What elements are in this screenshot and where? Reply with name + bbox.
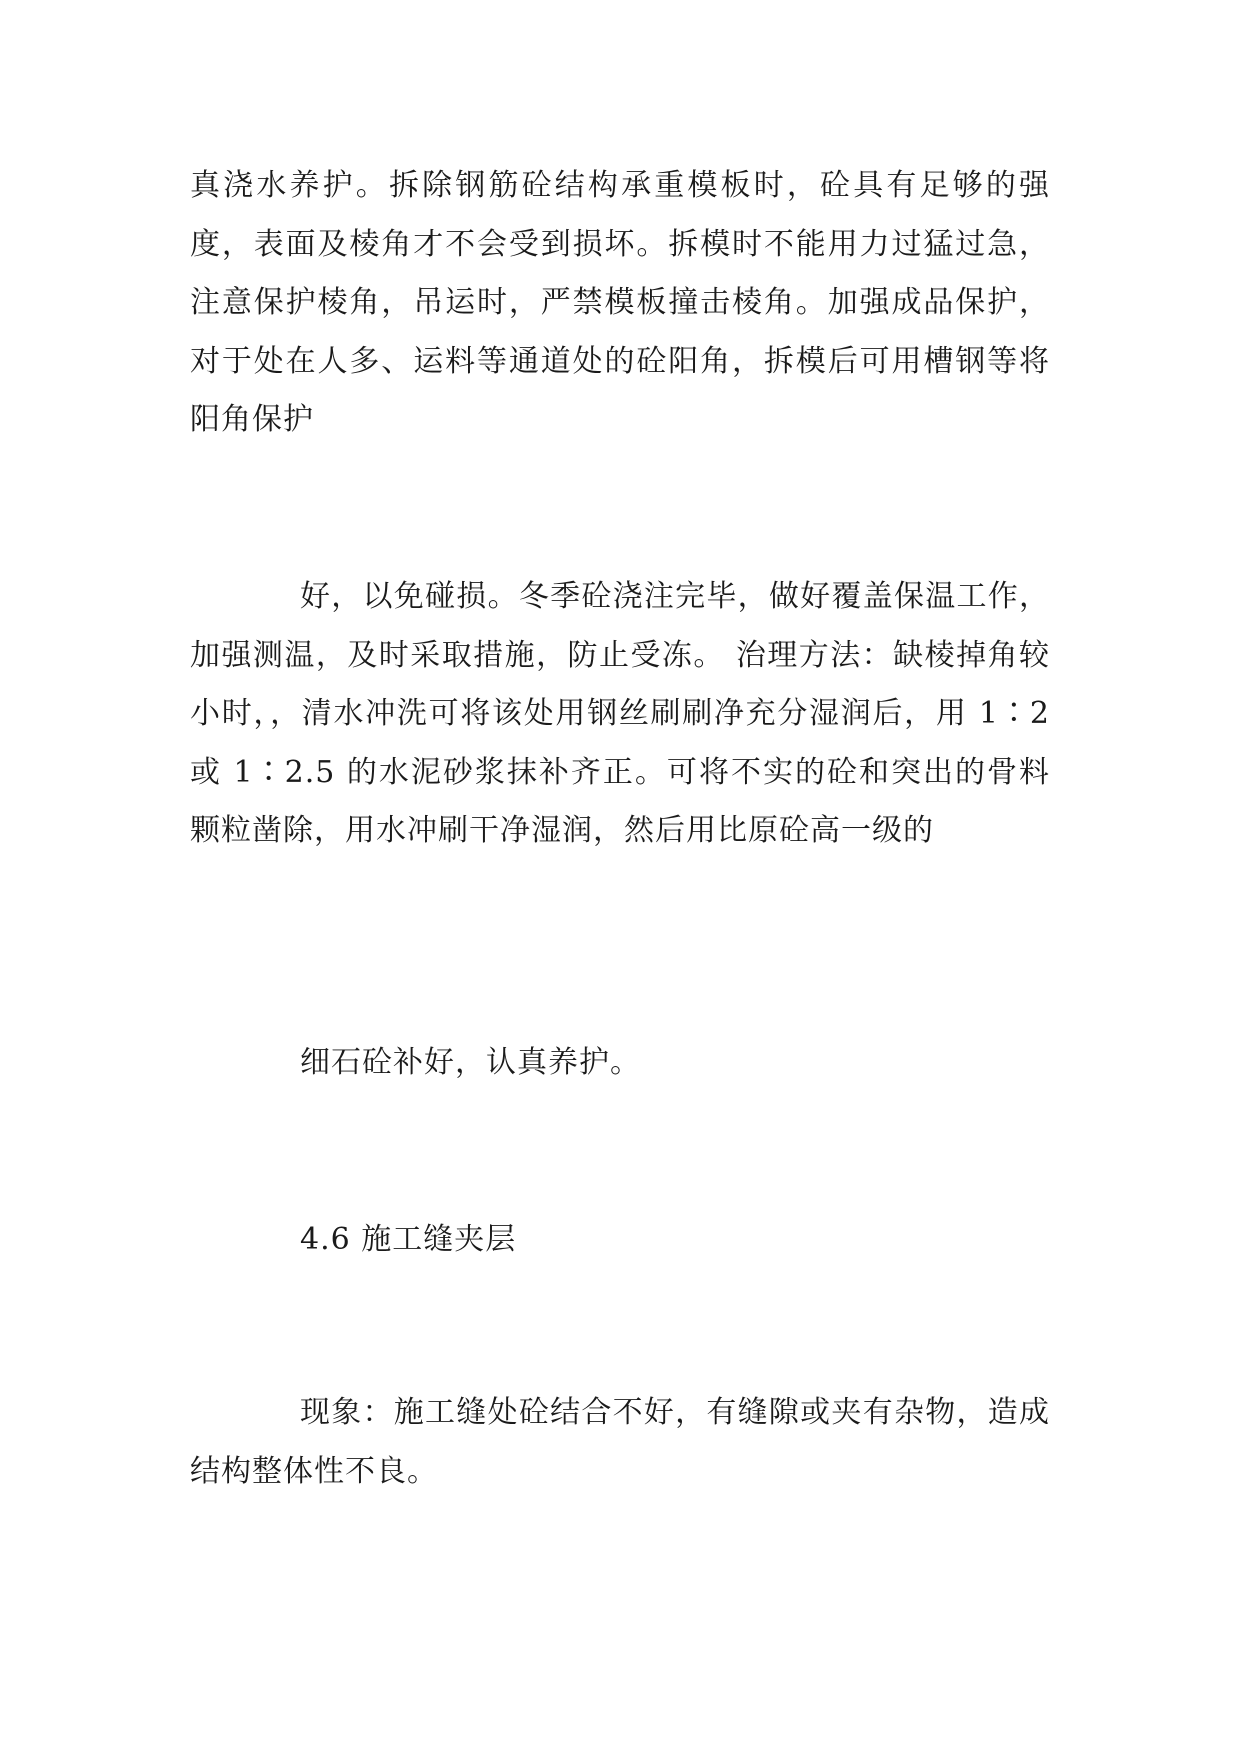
section-heading-construction-joint: 4.6 施工缝夹层 bbox=[300, 1222, 517, 1257]
paragraph-treatment-method: 好，以免碰损。冬季砼浇注完毕，做好覆盖保温工作，加强测温，及时采取措施，防止受冻。 治理方法：缺棱掉角较小时，，清水冲洗可将该处用钢丝刷刷净充分湿润后，用 1∶2 或 1∶2.5 的水泥砂浆抹补齐正。可将不实的砼和突出的骨料颗粒凿除，用水冲刷干净湿润，然后用比原砼高一级的 bbox=[190, 579, 1050, 848]
paragraph-formwork-removal: 真浇水养护。拆除钢筋砼结构承重模板时，砼具有足够的强度，表面及棱角才不会受到损坏。拆模时不能用力过猛过急，注意保护棱角，吊运时，严禁模板撞击棱角。加强成品保护，对于处在人多、运料等通道处的砼阳角，拆模后可用槽钢等将阳角保护 bbox=[190, 168, 1050, 437]
paragraph-phenomenon: 现象：施工缝处砼结合不好，有缝隙或夹有杂物，造成结构整体性不良。 bbox=[190, 1395, 1050, 1489]
paragraph-curing: 细石砼补好，认真养护。 bbox=[300, 1045, 641, 1080]
